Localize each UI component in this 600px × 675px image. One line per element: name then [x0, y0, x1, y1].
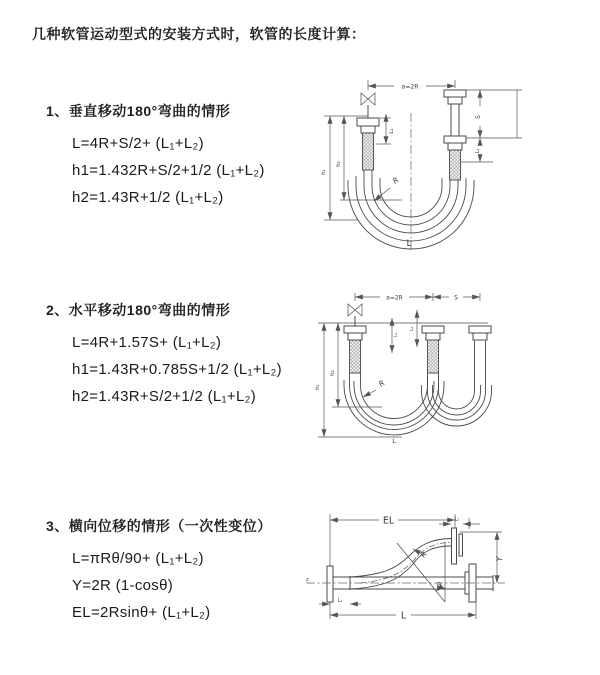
- formula-line: h2=1.43R+S/2+1/2 (L₁+L₂): [72, 388, 257, 405]
- dim-label-a2r: a=2R: [401, 83, 419, 91]
- dim-label-h1: h₁: [321, 169, 327, 175]
- length-label: L: [406, 239, 412, 249]
- dim-l-group: [330, 602, 476, 622]
- formula-line: EL=2Rsinθ+ (L₁+L₂): [72, 604, 211, 621]
- radius-label: R: [390, 175, 401, 186]
- braided-hose-section: [428, 340, 439, 373]
- dim-label-y: Y: [495, 556, 504, 562]
- dim-label-l2: L₂: [454, 517, 460, 523]
- theta-label: θ: [437, 581, 441, 589]
- dim-a2r-group: [368, 80, 455, 91]
- dim-label-l2: L₂: [410, 326, 415, 332]
- dim-label-s: S: [454, 294, 458, 302]
- formula-line: L=4R+1.57S+ (L₁+L₂): [72, 334, 222, 351]
- formula-line: h1=1.43R+0.785S+1/2 (L₁+L₂): [72, 361, 282, 378]
- radius-pointer: [413, 549, 429, 559]
- formula-line: Y=2R (1-cosθ): [72, 577, 174, 594]
- dim-label-l2: L₂: [475, 148, 481, 154]
- displaced-flange: [452, 528, 463, 564]
- braided-hose-section: [350, 340, 361, 373]
- formula-line: h2=1.43R+1/2 (L₁+L₂): [72, 189, 224, 206]
- dim-label-l1: L₁: [337, 599, 343, 604]
- dim-label-l: L: [400, 610, 407, 622]
- dim-label-s: S: [475, 115, 482, 119]
- radius-pointer: [363, 378, 386, 397]
- right-flange-assembly: [444, 90, 466, 180]
- left-flange: [344, 326, 366, 373]
- dim-label-h1: h₁: [315, 384, 321, 390]
- section-2-heading: 2、水平移动180°弯曲的情形: [46, 302, 231, 318]
- page-title: 几种软管运动型式的安装方式时，软管的长度计算：: [32, 26, 366, 42]
- formula-line: h1=1.432R+S/2+1/2 (L₁+L₂): [72, 162, 265, 179]
- diagram-lateral-displacement: [300, 502, 600, 647]
- section-1: [46, 101, 265, 211]
- dim-label-l1: L₁: [394, 332, 399, 338]
- formula-line: L=4R+S/2+ (L₁+L₂): [72, 135, 204, 152]
- valve-symbol: [361, 93, 375, 118]
- dim-a2r-group: [355, 293, 480, 302]
- left-flange: [357, 118, 379, 170]
- dim-label-l1: L₁: [389, 128, 395, 134]
- dim-label-h2: h₂: [336, 161, 342, 167]
- section-2: [46, 300, 282, 410]
- right-flange: [469, 326, 491, 340]
- dim-label-h2: h₂: [330, 370, 336, 376]
- dim-label-el: EL: [382, 515, 395, 527]
- section-3-heading: 3、横向位移的情形（一次性变位）: [46, 518, 272, 534]
- left-flange: [327, 566, 355, 602]
- length-label: L: [392, 437, 396, 445]
- dim-l2-group: [439, 517, 480, 530]
- centerline-mark: z: [306, 577, 309, 583]
- braided-hose-section: [450, 150, 461, 180]
- hose-s-curve: [350, 539, 451, 590]
- formula-line: L=πRθ/90+ (L₁+L₂): [72, 550, 204, 567]
- braided-hose-section: [363, 133, 374, 170]
- radius-label: R: [419, 550, 429, 560]
- radius-label: R: [376, 378, 387, 389]
- dim-label-a2r: a=2R: [386, 294, 403, 302]
- dim-y-group: [460, 532, 504, 583]
- section-3: [46, 516, 272, 626]
- middle-flange: [422, 326, 444, 373]
- dim-s-group: [461, 90, 522, 162]
- hose-u-bend-left: [344, 373, 444, 435]
- diagram-vertical-180-bend: [310, 68, 600, 263]
- dim-l2-group: [409, 310, 417, 347]
- dim-l1-group: [319, 598, 361, 604]
- section-1-heading: 1、垂直移动180°弯曲的情形: [46, 103, 231, 119]
- diagram-horizontal-180-bend: [310, 285, 600, 465]
- radius-pointer: [374, 175, 400, 201]
